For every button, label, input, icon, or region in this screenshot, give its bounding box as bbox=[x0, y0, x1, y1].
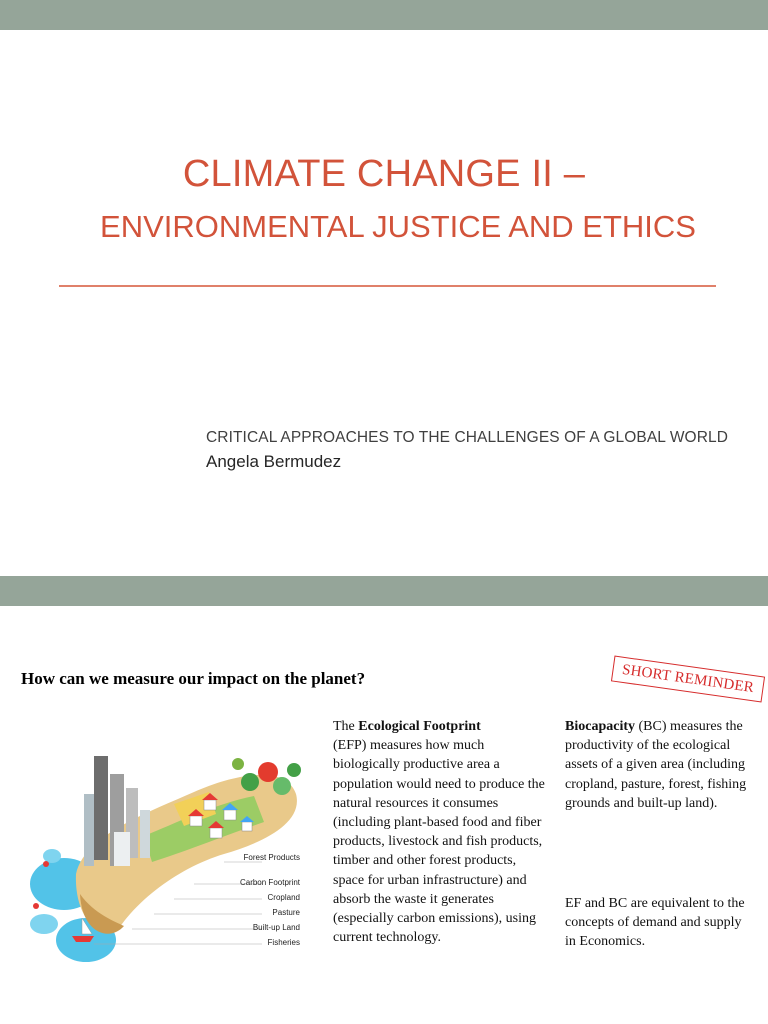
bc-term: Biocapacity bbox=[565, 719, 635, 734]
label-built-up-land: Built-up Land bbox=[252, 923, 300, 932]
footprint-illustration bbox=[24, 744, 320, 974]
slide-top-bar bbox=[0, 576, 768, 606]
label-pasture: Pasture bbox=[272, 908, 300, 917]
efp-body: (EFP) measures how much biologically productive area a population would need to produce the natural resources it consumes (including plant-based food and fiber products, livestock and fish products, timber and other forest products, space for urban infrastructure) and absorb the waste it generates (especially carbon emissions), using current technology. bbox=[333, 738, 545, 946]
subtitle: CRITICAL APPROACHES TO THE CHALLENGES OF A GLOBAL WORLD bbox=[206, 429, 729, 446]
author-name: Angela Bermudez bbox=[206, 452, 342, 471]
slide-question: How can we measure our impact on the planet? bbox=[21, 669, 366, 688]
short-reminder-stamp: SHORT REMINDER bbox=[611, 656, 765, 703]
efp-paragraph bbox=[333, 717, 547, 947]
city-buildings bbox=[84, 756, 150, 866]
efp-prefix: The bbox=[333, 719, 359, 734]
title-line-1: CLIMATE CHANGE II – bbox=[182, 153, 586, 195]
content-slide bbox=[0, 576, 768, 1024]
equivalence-paragraph: EF and BC are equivalent to the concepts of demand and supply in Economics. bbox=[565, 896, 745, 950]
title-underline bbox=[59, 285, 716, 287]
label-cropland: Cropland bbox=[267, 893, 300, 902]
efp-term: Ecological Footprint bbox=[358, 719, 481, 734]
title-line-2: ENVIRONMENTAL JUSTICE AND ETHICS bbox=[100, 209, 696, 244]
water-shape bbox=[43, 849, 61, 863]
water-shape bbox=[30, 914, 58, 934]
label-fisheries: Fisheries bbox=[267, 938, 300, 947]
label-carbon-footprint: Carbon Footprint bbox=[239, 878, 300, 887]
bc-paragraph bbox=[565, 717, 755, 813]
bc-body: (BC) measures the productivity of the ecological assets of a given area (including cropland, pasture, forest, fishing grounds and built-up land). bbox=[565, 719, 747, 811]
slide-top-bar bbox=[0, 0, 768, 30]
label-forest-products: Forest Products bbox=[243, 853, 300, 862]
